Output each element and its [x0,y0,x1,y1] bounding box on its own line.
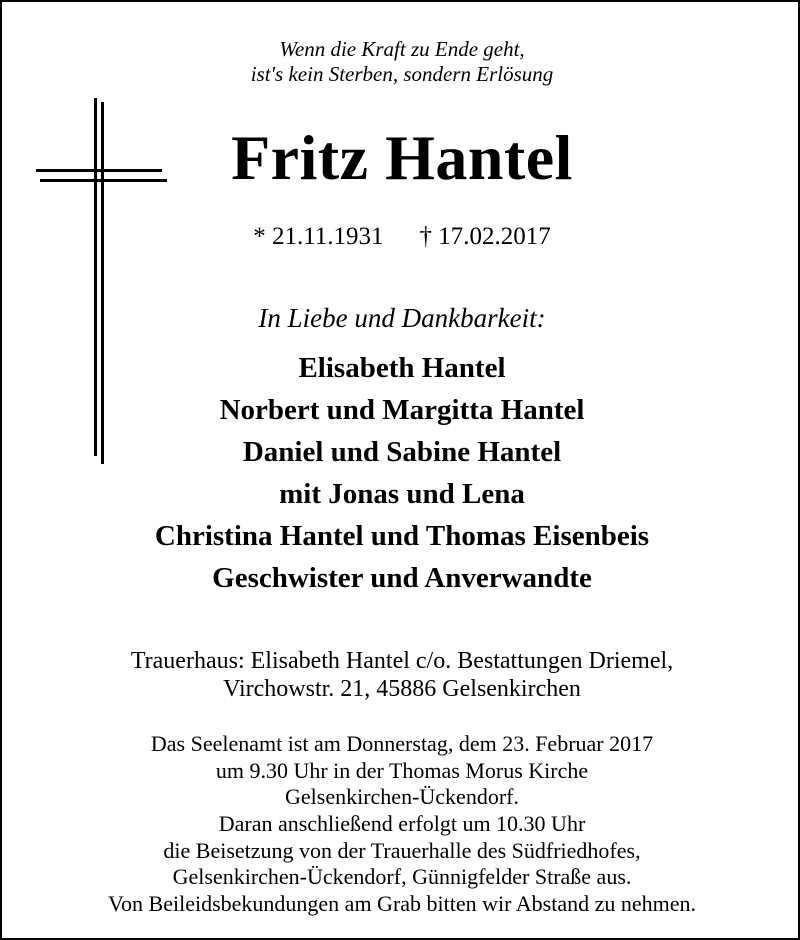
mourner-4: mit Jonas und Lena [279,478,525,510]
dedication: In Liebe und Dankbarkeit: [258,303,546,333]
motto-line-2: ist's kein Sterben, sondern Erlösung [250,62,554,86]
deceased-name: Fritz Hantel [231,122,573,193]
service-line-7: Von Beileidsbekundungen am Grab bitten wir Abstand zu nehmen. [108,891,696,916]
mourner-6: Geschwister und Anverwandte [212,562,592,594]
motto-line-1: Wenn die Kraft zu Ende geht, [279,37,525,61]
service-line-5: die Beisetzung von der Trauerhalle des Südfriedhofes, [163,838,641,863]
mourner-2: Norbert und Margitta Hantel [219,394,585,426]
birth-date: * 21.11.1931 [253,223,384,250]
mourner-5: Christina Hantel und Thomas Eisenbeis [154,520,650,552]
address-line-1: Trauerhaus: Elisabeth Hantel c/o. Bestattungen Driemel, [130,648,674,674]
service-line-6: Gelsenkirchen-Ückendorf, Günnigfelder Straße aus. [172,864,632,889]
service-line-2: um 9.30 Uhr in der Thomas Morus Kirche [215,758,589,783]
service-line-1: Das Seelenamt ist am Donnerstag, dem 23. Februar 2017 [150,731,654,756]
address-line-2: Virchowstr. 21, 45886 Gelsenkirchen [223,676,581,702]
death-date: † 17.02.2017 [419,223,551,250]
mourner-1: Elisabeth Hantel [298,352,506,384]
service-line-3: Gelsenkirchen-Ückendorf. [285,784,519,809]
service-line-4: Daran anschließend erfolgt um 10.30 Uhr [218,811,586,836]
life-dates [2,222,800,252]
mourner-3: Daniel und Sabine Hantel [242,436,562,468]
